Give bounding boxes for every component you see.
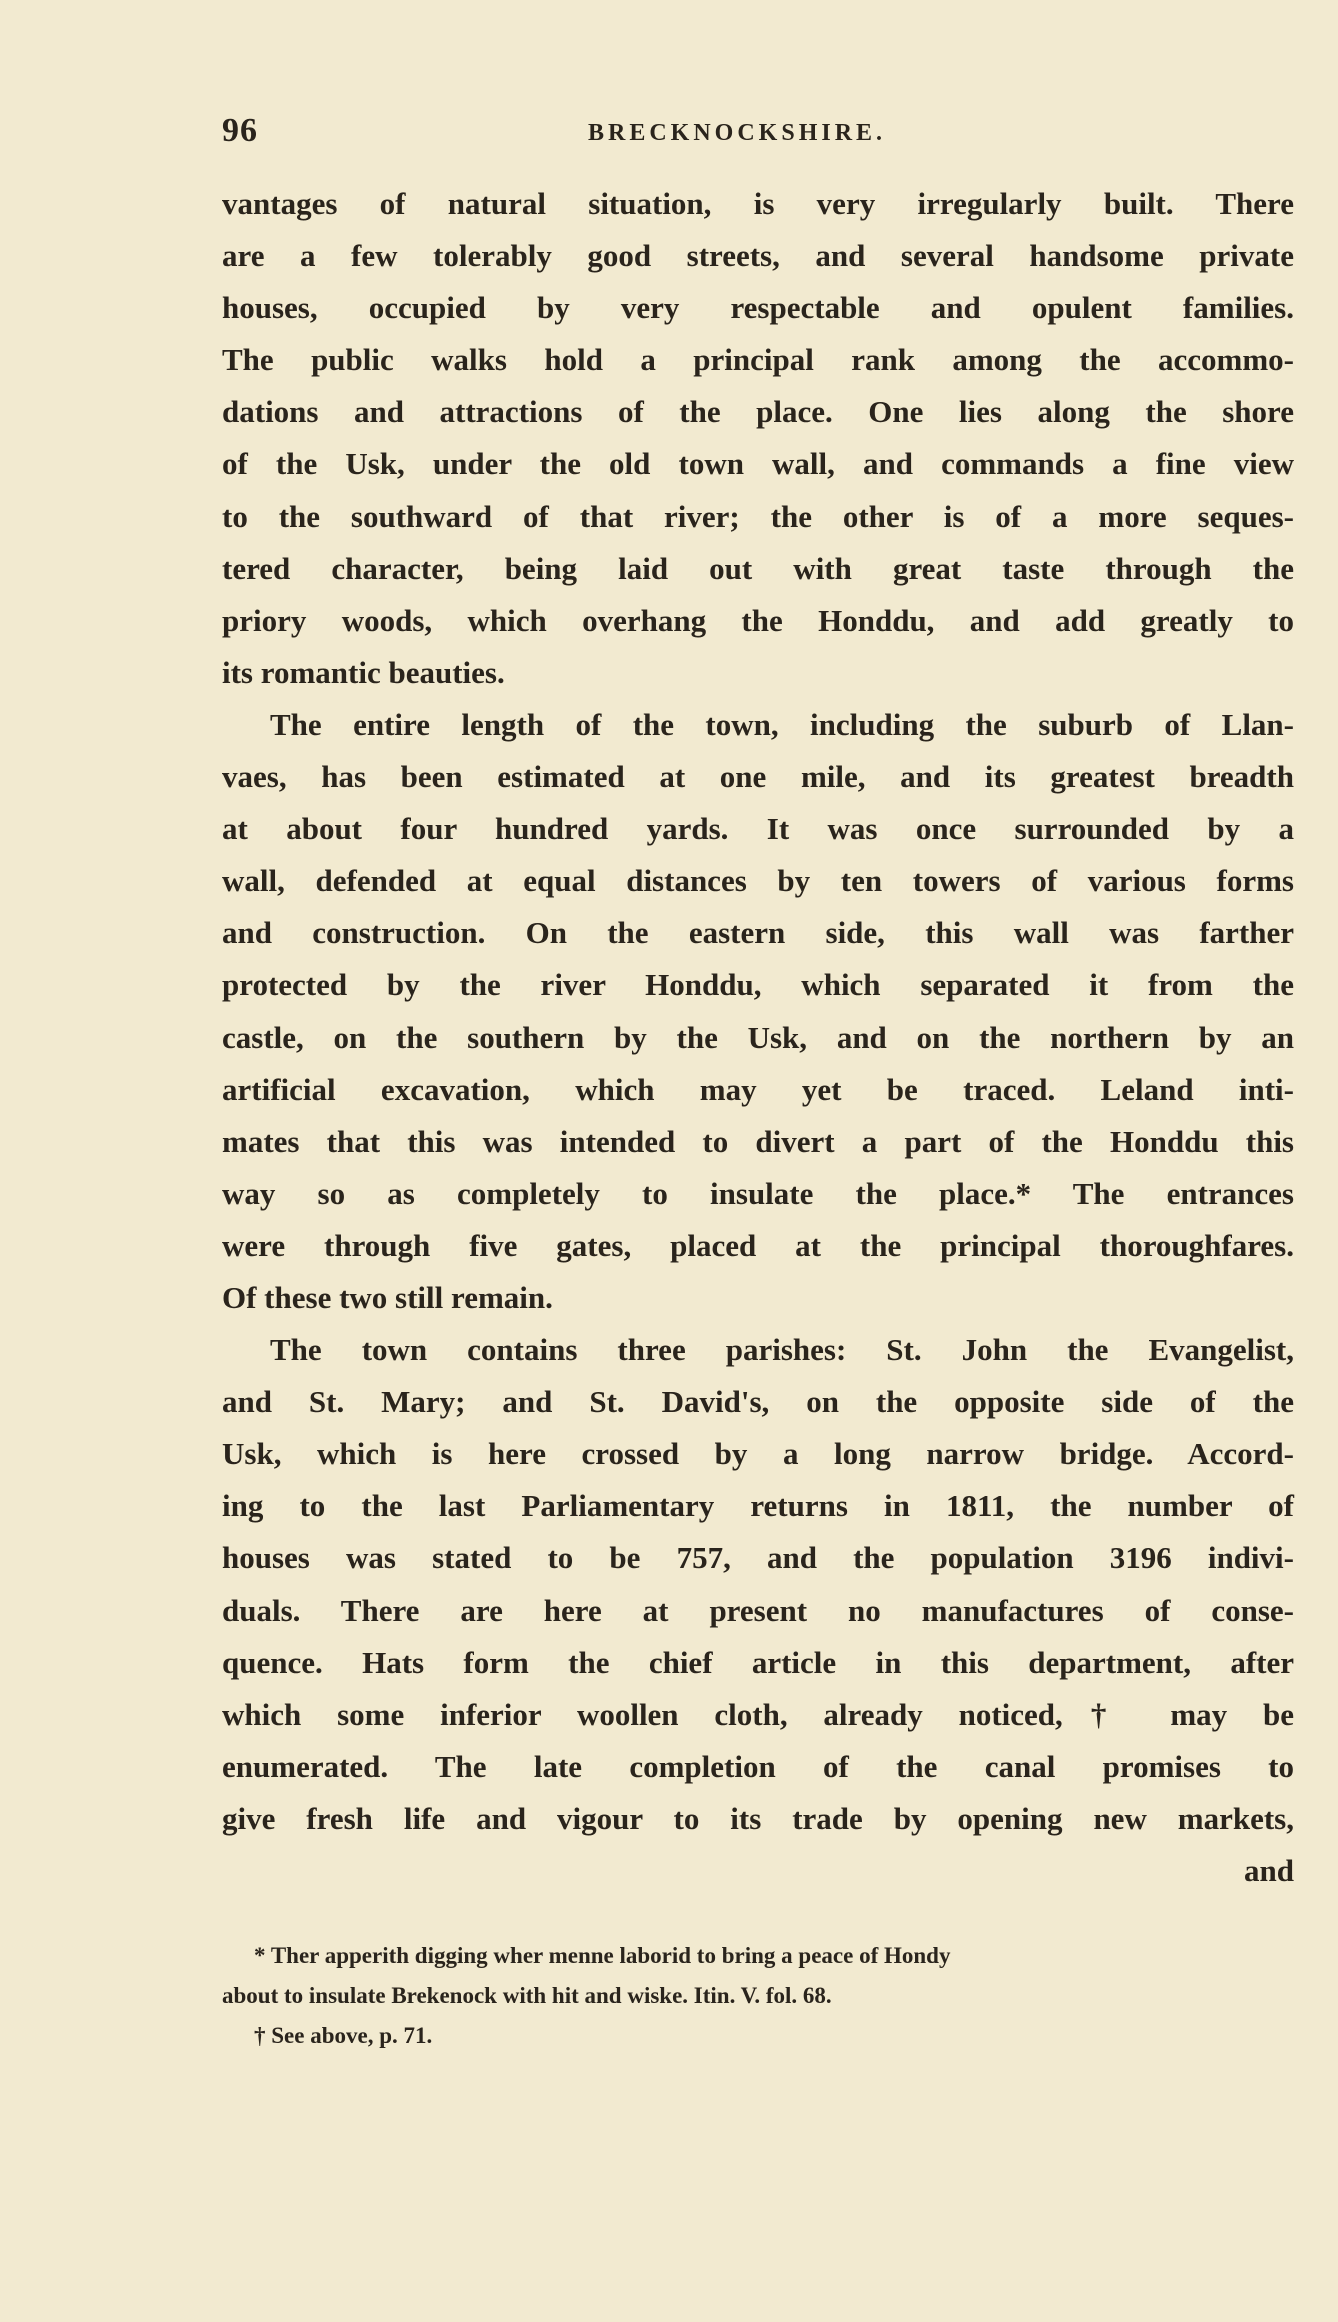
- text-line: ing to the last Parliamentary returns in 1811, the number of: [222, 1488, 1294, 1524]
- text-line: way so as completely to insulate the place.* The entrances: [222, 1175, 1294, 1211]
- text-line: were through five gates, placed at the principal thoroughfares.: [222, 1227, 1294, 1263]
- text-line: artificial excavation, which may yet be traced. Leland inti-: [222, 1071, 1294, 1107]
- text-line: houses was stated to be 757, and the population 3196 indivi-: [222, 1540, 1294, 1576]
- text-line: give fresh life and vigour to its trade by opening new markets,: [222, 1800, 1294, 1836]
- text-line: enumerated. The late completion of the canal promises to: [222, 1748, 1294, 1784]
- text-line: tered character, being laid out with great taste through the: [222, 550, 1294, 586]
- text-line: duals. There are here at present no manufactures of conse-: [222, 1592, 1294, 1628]
- text-line: and St. Mary; and St. David's, on the opposite side of the: [222, 1384, 1294, 1420]
- footnotes: [222, 1936, 1294, 2056]
- catchword: and: [1244, 1853, 1294, 1888]
- text-line: priory woods, which overhang the Honddu, and add greatly to: [222, 602, 1294, 638]
- text-line: quence. Hats form the chief article in this department, after: [222, 1644, 1294, 1680]
- page-header: [222, 112, 982, 156]
- text-line: Of these two still remain.: [222, 1279, 553, 1315]
- text-line: castle, on the southern by the Usk, and on the northern by an: [222, 1019, 1294, 1055]
- text-line: wall, defended at equal distances by ten towers of various forms: [222, 863, 1294, 899]
- text-line: are a few tolerably good streets, and several handsome private: [222, 238, 1294, 274]
- text-line: The entire length of the town, including the suburb of Llan-: [270, 706, 1294, 742]
- text-line: vaes, has been estimated at one mile, and its greatest breadth: [222, 759, 1294, 795]
- page-number: 96: [222, 112, 258, 149]
- running-head: BRECKNOCKSHIRE.: [588, 120, 887, 146]
- text-line: Usk, which is here crossed by a long narrow bridge. Accord-: [222, 1436, 1294, 1472]
- footnote-line: about to insulate Brekenock with hit and wiske. Itin. V. fol. 68.: [222, 1983, 832, 2008]
- text-line: mates that this was intended to divert a part of the Honddu this: [222, 1123, 1294, 1159]
- text-line: dations and attractions of the place. One lies along the shore: [222, 394, 1294, 430]
- footnote-line: * Ther apperith digging wher menne laborid to bring a peace of Hondy: [254, 1943, 951, 1968]
- text-line: its romantic beauties.: [222, 654, 505, 690]
- text-line: The public walks hold a principal rank among the accommo-: [222, 342, 1294, 378]
- text-line: at about four hundred yards. It was once surrounded by a: [222, 811, 1294, 847]
- text-line: houses, occupied by very respectable and opulent families.: [222, 290, 1294, 326]
- text-line: of the Usk, under the old town wall, and commands a fine view: [222, 446, 1294, 482]
- text-line: which some inferior woollen cloth, already noticed,† may be: [222, 1696, 1294, 1732]
- text-line: The town contains three parishes: St. John the Evangelist,: [270, 1332, 1294, 1368]
- text-line: and construction. On the eastern side, this wall was farther: [222, 915, 1294, 951]
- footnote-line: † See above, p. 71.: [254, 2023, 433, 2048]
- body-text: [222, 178, 1294, 1897]
- text-line: protected by the river Honddu, which separated it from the: [222, 967, 1294, 1003]
- text-line: to the southward of that river; the other is of a more seques-: [222, 498, 1294, 534]
- text-line: vantages of natural situation, is very irregularly built. There: [222, 186, 1294, 221]
